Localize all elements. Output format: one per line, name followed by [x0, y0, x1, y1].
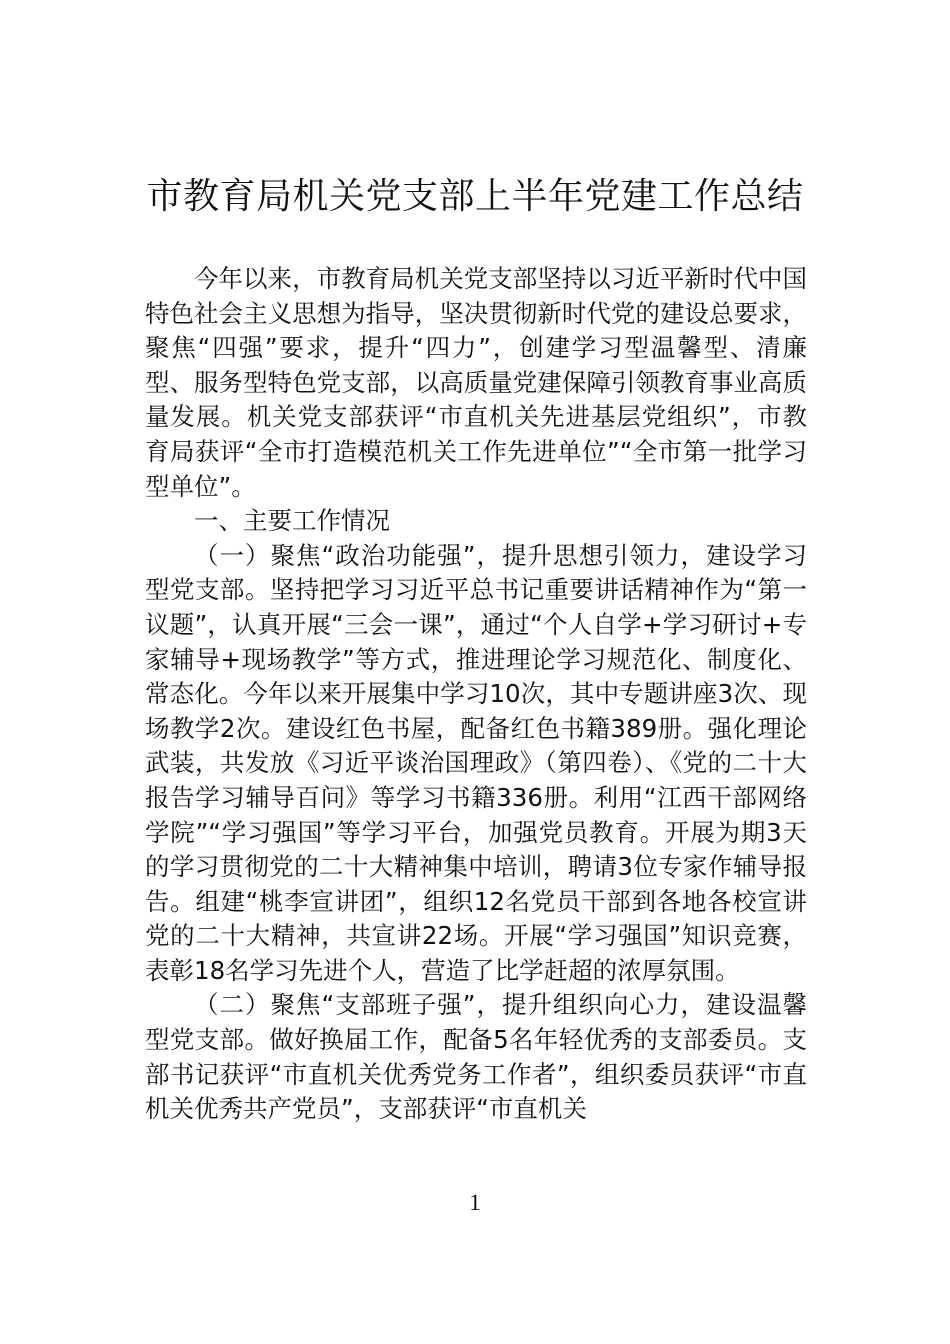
body-paragraph: （二）聚焦“支部班子强”，提升组织向心力，建设温馨型党支部。做好换届工作，配备5名年轻优秀的支部委员。支部书记获评“市直机关优秀党务工作者”，组织委员获评“市直机关优秀共产党员”，支部获评“市直机关	[145, 990, 807, 1124]
document-body	[145, 262, 807, 1127]
document-title: 市教育局机关党支部上半年党建工作总结	[146, 176, 804, 217]
section-heading: 一、主要工作情况	[194, 506, 390, 536]
body-paragraph: （一）聚焦“政治功能强”，提升思想引领力，建设学习型党支部。坚持把学习习近平总书记重要讲话精神作为“第一议题”，认真开展“三会一课”，通过“个人自学+学习研讨+专家辅导+现场教学”等方式，推进理论学习规范化、制度化、常态化。今年以来开展集中学习10次，其中专题讲座3次、现场教学2次。建设红色书屋，配备红色书籍389册。强化理论武装，共发放《习近平谈治国理政》（第四卷）、《党的二十大报告学习辅导百问》等学习书籍336册。利用“江西干部网络学院”“学习强国”等学习平台，加强党员教育。开展为期3天的学习贯彻党的二十大精神集中培训，聘请3位专家作辅导报告。组建“桃李宣讲团”，组织12名党员干部到各地各校宣讲党的二十大精神，共宣讲22场。开展“学习强国”知识竞赛，表彰18名学习先进个人，营造了比学赶超的浓厚氛围。	[145, 540, 807, 985]
intro-paragraph: 今年以来，市教育局机关党支部坚持以习近平新时代中国特色社会主义思想为指导，坚决贯彻新时代党的建设总要求，聚焦“四强”要求，提升“四力”，创建学习型温馨型、清廉型、服务型特色党支部，以高质量党建保障引领教育事业高质量发展。机关党支部获评“市直机关先进基层党组织”，市教育局获评“全市打造模范机关工作先进单位”“全市第一批学习型单位”。	[145, 264, 807, 501]
page-number: 1	[469, 1190, 481, 1215]
